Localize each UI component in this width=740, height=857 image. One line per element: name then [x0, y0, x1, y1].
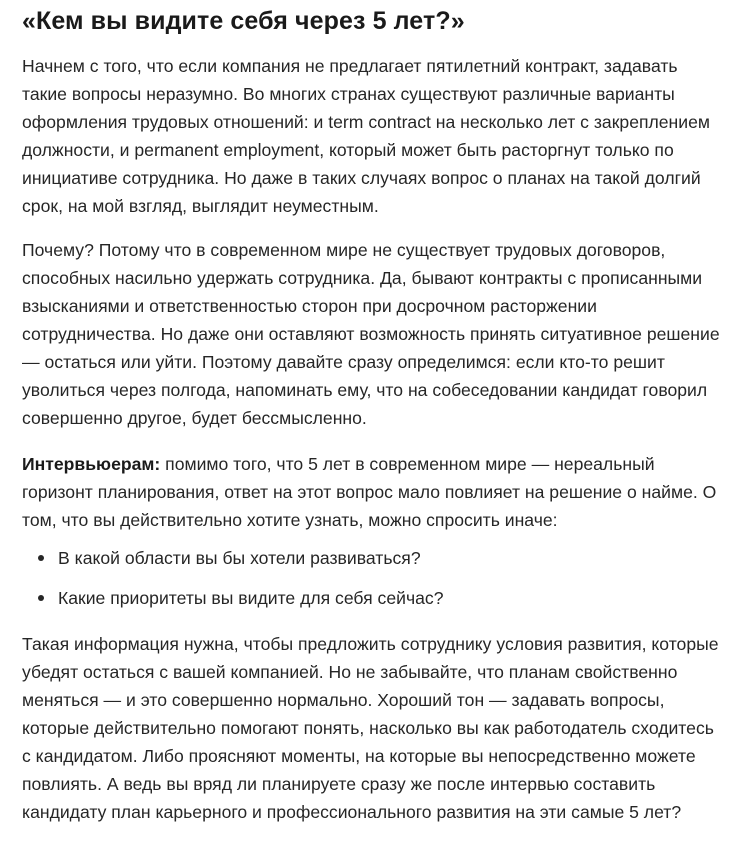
- interviewers-text: помимо того, что 5 лет в современном мире — нереальный горизонт планирования, ответ на этот вопрос мало повлияет на решение о найме. О том, что вы действительно хотите узнать, можно спросить иначе:: [22, 454, 717, 530]
- interviewers-lead: Интервьюерам:: [22, 454, 161, 474]
- bullet-icon: [38, 555, 44, 561]
- list-item: [22, 544, 720, 572]
- bullet-icon: [38, 595, 44, 601]
- article-heading: «Кем вы видите себя через 5 лет?»: [22, 7, 465, 35]
- list-item-text: Какие приоритеты вы видите для себя сейчас?: [58, 588, 444, 608]
- paragraph-intro: Начнем с того, что если компания не предлагает пятилетний контракт, задавать такие вопросы неразумно. Во многих странах существуют различные варианты оформления трудовых отношений: и term contract на несколько лет с закреплением должности, и permanent employment, который может быть расторгнут только по инициативе сотрудника. Но даже в таких случаях вопрос о планах на такой долгий срок, на мой взгляд, выглядит неуместным.: [22, 56, 710, 216]
- paragraph-why: Почему? Потому что в современном мире не существует трудовых договоров, способных насильно удержать сотрудника. Да, бывают контракты с прописанными взысканиями и ответственностью сторон при досрочном расторжении сотрудничества. Но даже они оставляют возможность принять ситуативное решение — остаться или уйти. Поэтому давайте сразу определимся: если кто-то решит уволиться через полгода, напоминать ему, что на собеседовании кандидат говорил совершенно другое, будет бессмысленно.: [22, 240, 720, 428]
- paragraph-interviewers: [22, 450, 720, 534]
- question-list: [22, 544, 720, 612]
- paragraph-conclusion: Такая информация нужна, чтобы предложить сотруднику условия развития, которые убедят остаться с вашей компанией. Но не забывайте, что планам свойственно меняться — и это совершенно нормально. Хороший тон — задавать вопросы, которые действительно помогают понять, насколько вы как работодатель сходитесь с кандидатом. Либо проясняют моменты, на которые вы непосредственно можете повлиять. А ведь вы вряд ли планируете сразу же после интервью составить кандидату план карьерного и профессионального развития на эти самые 5 лет?: [22, 634, 719, 822]
- list-item: [22, 584, 720, 612]
- list-item-text: В какой области вы бы хотели развиваться?: [58, 548, 421, 568]
